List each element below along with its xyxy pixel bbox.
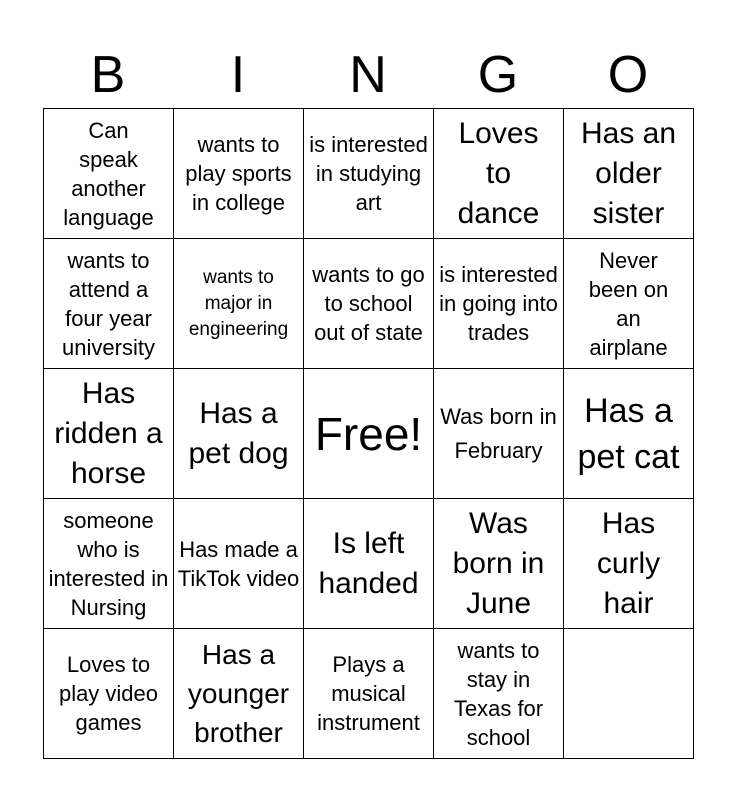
board-row — [44, 109, 694, 239]
empty-cell[interactable] — [564, 629, 694, 759]
header-letter-b: B — [90, 46, 126, 104]
header-letter-o: O — [607, 46, 649, 104]
cell-text: Has curly hair — [596, 506, 661, 620]
cell-text: Plays a musical instrument — [317, 652, 420, 735]
header-letter-g: G — [477, 46, 519, 104]
free-space-text: Free! — [314, 407, 423, 460]
board-row — [44, 369, 694, 499]
board-row — [44, 499, 694, 629]
cell-text: wants to go to school out of state — [312, 262, 425, 345]
cell-text: wants to attend a four year university — [62, 247, 155, 360]
cell-text: Is left handed — [318, 526, 419, 600]
bingo-cell[interactable] — [434, 109, 564, 239]
bingo-cell[interactable] — [564, 369, 694, 499]
cell-text: Has a younger brother — [187, 639, 290, 748]
bingo-cell[interactable] — [174, 499, 304, 629]
cell-text: Has made a TikTok video — [177, 536, 300, 591]
bingo-cell[interactable] — [434, 499, 564, 629]
cell-text: Was born in February — [440, 403, 557, 463]
bingo-cell[interactable] — [434, 239, 564, 369]
cell-text: Can speak another language — [63, 117, 154, 230]
bingo-cell[interactable] — [304, 109, 434, 239]
cell-text: wants to stay in Texas for school — [453, 637, 544, 750]
bingo-cell[interactable] — [174, 629, 304, 759]
cell-text: is interested in studying art — [309, 132, 428, 215]
cell-text: Was born in June — [452, 506, 545, 620]
bingo-cell[interactable] — [44, 369, 174, 499]
cell-text: Loves to play video games — [58, 652, 159, 735]
header-letter-i: I — [230, 46, 246, 104]
cell-text: someone who is interested in Nursing — [48, 507, 169, 620]
cell-text: Never been on an airplane — [588, 247, 669, 360]
cell-text: Has a pet dog — [188, 396, 289, 470]
bingo-cell[interactable] — [44, 109, 174, 239]
cell-text: Has ridden a horse — [54, 376, 163, 490]
board-row — [44, 239, 694, 369]
board-row — [44, 629, 694, 759]
bingo-cell[interactable] — [564, 499, 694, 629]
cell-text: Loves to dance — [457, 116, 540, 230]
bingo-cell[interactable] — [174, 369, 304, 499]
free-space-cell[interactable] — [304, 369, 434, 499]
bingo-cell[interactable] — [434, 629, 564, 759]
bingo-cell[interactable] — [434, 369, 564, 499]
cell-text: Has a pet cat — [577, 391, 680, 476]
cell-text: Has an older sister — [580, 116, 677, 230]
cell-text: wants to play sports in college — [185, 132, 292, 215]
bingo-cell[interactable] — [174, 239, 304, 369]
header-letter-n: N — [349, 46, 387, 104]
cell-text: is interested in going into trades — [439, 262, 558, 345]
bingo-cell[interactable] — [44, 629, 174, 759]
bingo-cell[interactable] — [564, 109, 694, 239]
bingo-cell[interactable] — [44, 499, 174, 629]
bingo-cell[interactable] — [304, 629, 434, 759]
bingo-cell[interactable] — [304, 499, 434, 629]
bingo-cell[interactable] — [304, 239, 434, 369]
bingo-cell[interactable] — [44, 239, 174, 369]
cell-text: wants to major in engineering — [188, 266, 289, 340]
bingo-header — [43, 44, 693, 106]
bingo-cell[interactable] — [564, 239, 694, 369]
bingo-cell[interactable] — [174, 109, 304, 239]
bingo-board — [43, 108, 694, 759]
